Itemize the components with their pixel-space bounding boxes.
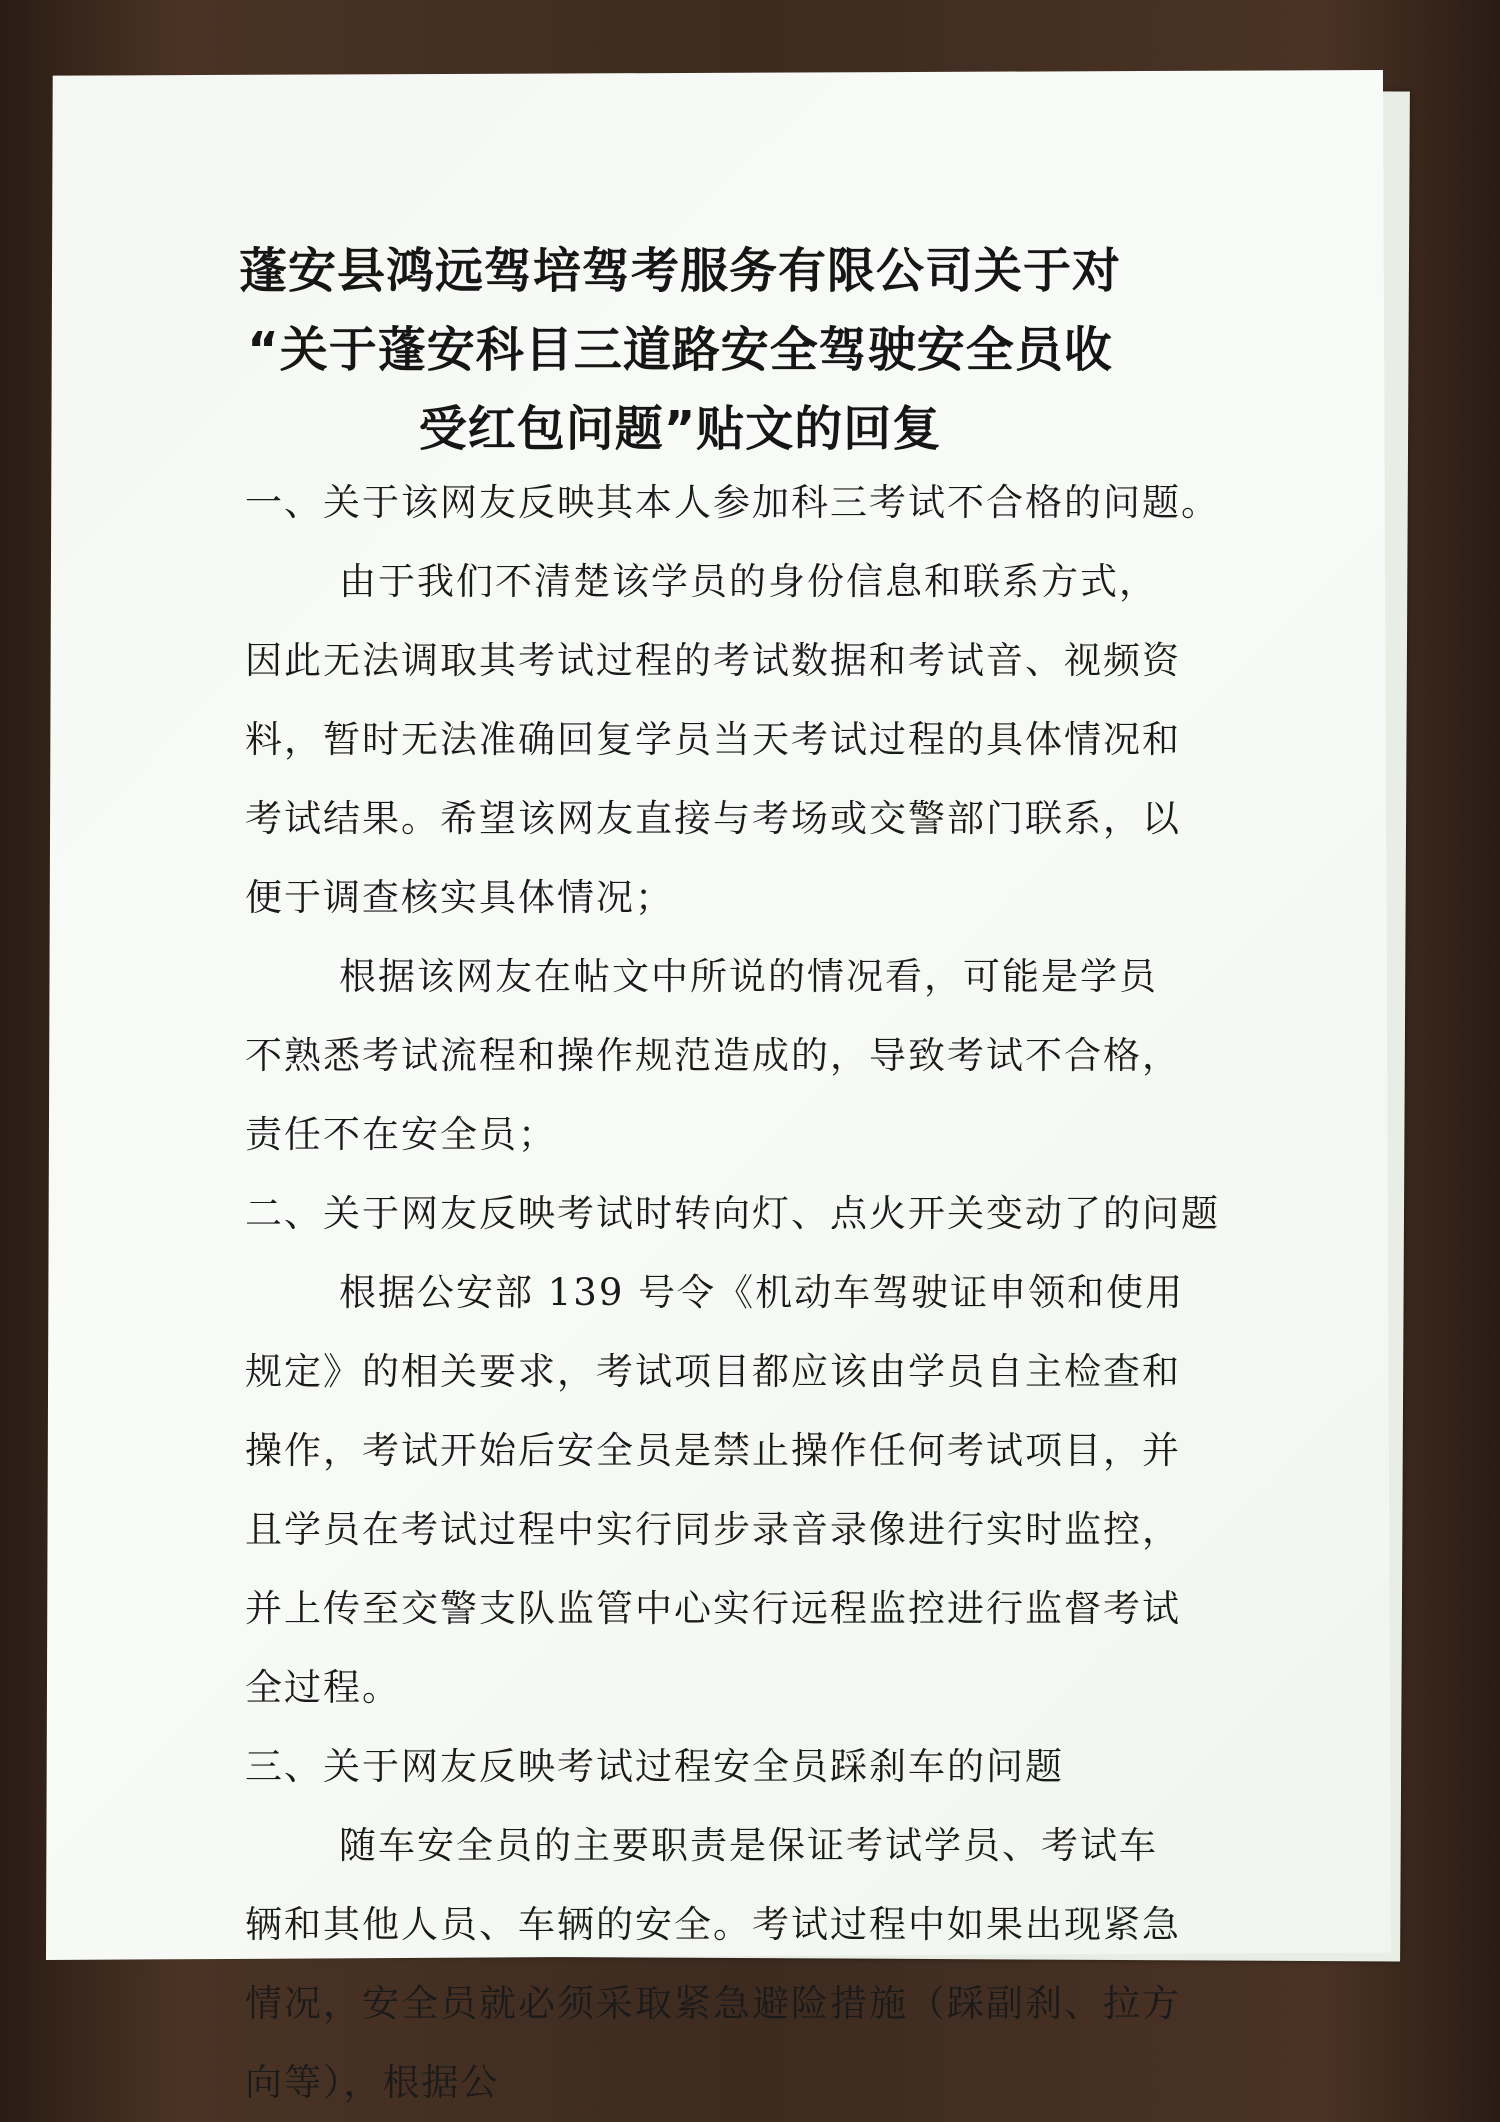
section-2-paragraph-1: 根据公安部 139 号令《机动车驾驶证申领和使用规定》的相关要求，考试项目都应该由学员自主检查和操作，考试开始后安全员是禁止操作任何考试项目，并且学员在考试过程中实行同步录音录像进行实时监控，并上传至交警支队监管中心实行远程监控进行监督考试全过程。 — [245, 1271, 1185, 1709]
section-1-paragraph-2: 根据该网友在帖文中所说的情况看，可能是学员不熟悉考试流程和操作规范造成的，导致考试不合格，责任不在安全员； — [245, 955, 1181, 1156]
title-line-3: 受红包问题”贴文的回复 — [418, 401, 942, 457]
section-3-heading: 三、关于网友反映考试过程安全员踩刹车的问题 — [245, 1745, 1064, 1788]
section-3-paragraph-1: 随车安全员的主要职责是保证考试学员、考试车辆和其他人员、车辆的安全。考试过程中如果出现紧急情况，安全员就必须采取紧急避险措施（踩副刹、拉方向等），根据公 — [245, 1824, 1181, 2104]
title-line-1: 蓬安县鸿远驾培驾考服务有限公司关于对 — [238, 243, 1121, 299]
document-body — [245, 463, 1220, 2122]
section-1-heading: 一、关于该网友反映其本人参加科三考试不合格的问题。 — [245, 481, 1220, 524]
section-1-paragraph-1: 由于我们不清楚该学员的身份信息和联系方式，因此无法调取其考试过程的考试数据和考试音、视频资料，暂时无法准确回复学员当天考试过程的具体情况和考试结果。希望该网友直接与考场或交警部门联系，以便于调查核实具体情况； — [245, 560, 1181, 919]
section-2-heading: 二、关于网友反映考试时转向灯、点火开关变动了的问题 — [245, 1192, 1220, 1235]
document-title — [180, 232, 1180, 469]
title-line-2: “关于蓬安科目三道路安全驾驶安全员收 — [247, 322, 1113, 378]
